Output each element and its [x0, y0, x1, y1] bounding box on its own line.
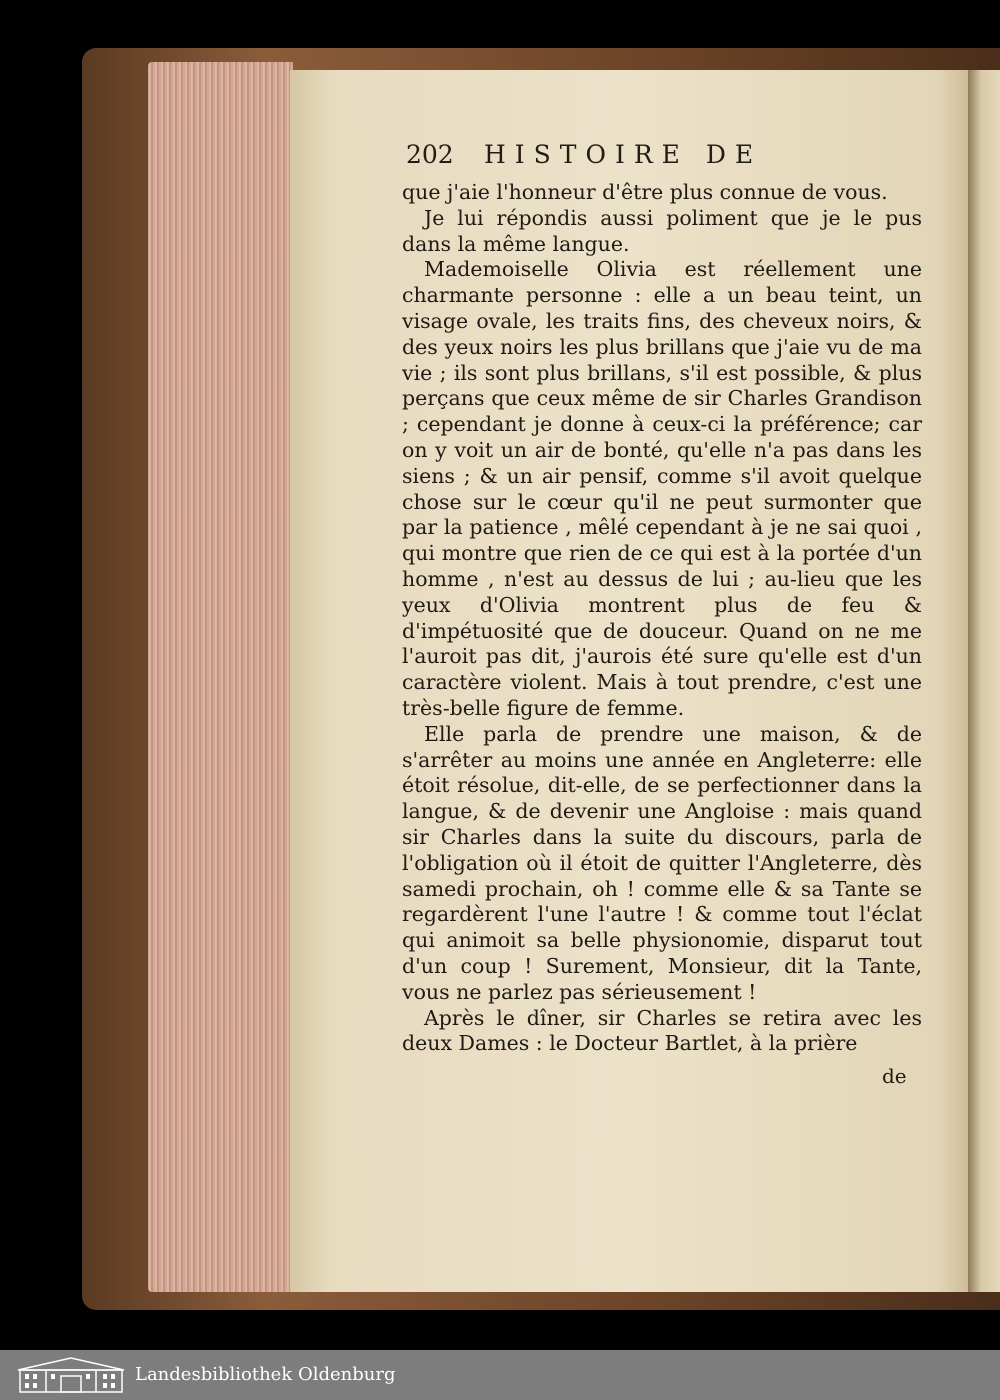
running-title: HISTOIRE DE: [484, 140, 763, 169]
paragraph: que j'aie l'honneur d'être plus connue de vous.: [402, 180, 888, 204]
library-name: Landesbibliothek Oldenburg: [135, 1364, 396, 1385]
paragraph: Mademoiselle Olivia est réellement une charmante personne : elle a un beau teint, un visage ovale, les traits fins, des cheveux noirs, & des yeux noirs les plus brillans que j'aie vu de ma vie ; ils sont plus brillans, s'il est possible, & plus perçans que ceux même de sir Charles Grandison ; cependant je donne à ceux-ci la préférence; car on y voit un air de bonté, qu'elle n'a pas dans les siens ; & un air pensif, comme s'il avoit quelque chose sur le cœur qu'il ne peut surmonter que par la patience , mêlé cependant à je ne sai quoi , qui montre que rien de ce qui est à la portée d'un homme , n'est au dessus de lui ; au-lieu que les yeux d'Olivia montrent plus de feu & d'impétuosité que de douceur. Quand on ne me l'auroit pas dit, j'aurois été sure qu'elle est d'un caractère violent. Mais à tout prendre, c'est une très-belle figure de femme.: [402, 257, 922, 720]
footer-bar: [0, 1350, 1000, 1400]
catchword: de: [882, 1064, 907, 1088]
page-header: [406, 140, 946, 174]
paragraph: Je lui répondis aussi poliment que je le pus dans la même langue.: [402, 205, 922, 256]
body-text: [402, 180, 922, 1057]
facing-page-edge: [968, 70, 1000, 1292]
library-building-icon: [16, 1356, 126, 1394]
page-number: 202: [406, 140, 454, 169]
paragraph: Après le dîner, sir Charles se retira avec les deux Dames : le Docteur Bartlet, à la prière: [402, 1005, 922, 1056]
paragraph: Elle parla de prendre une maison, & de s'arrêter au moins une année en Angleterre: elle étoit résolue, dit-elle, de se perfectionner dans la langue, & de devenir une Angloise : mais quand sir Charles dans la suite du discours, parla de l'obligation où il étoit de quitter l'Angleterre, dès samedi prochain, oh ! comme elle & sa Tante se regardèrent l'une l'autre ! & comme tout l'éclat qui animoit sa belle physionomie, disparut tout d'un coup ! Surement, Monsieur, dit la Tante, vous ne parlez pas sérieusement !: [402, 721, 922, 1004]
page-edges: [148, 62, 293, 1292]
